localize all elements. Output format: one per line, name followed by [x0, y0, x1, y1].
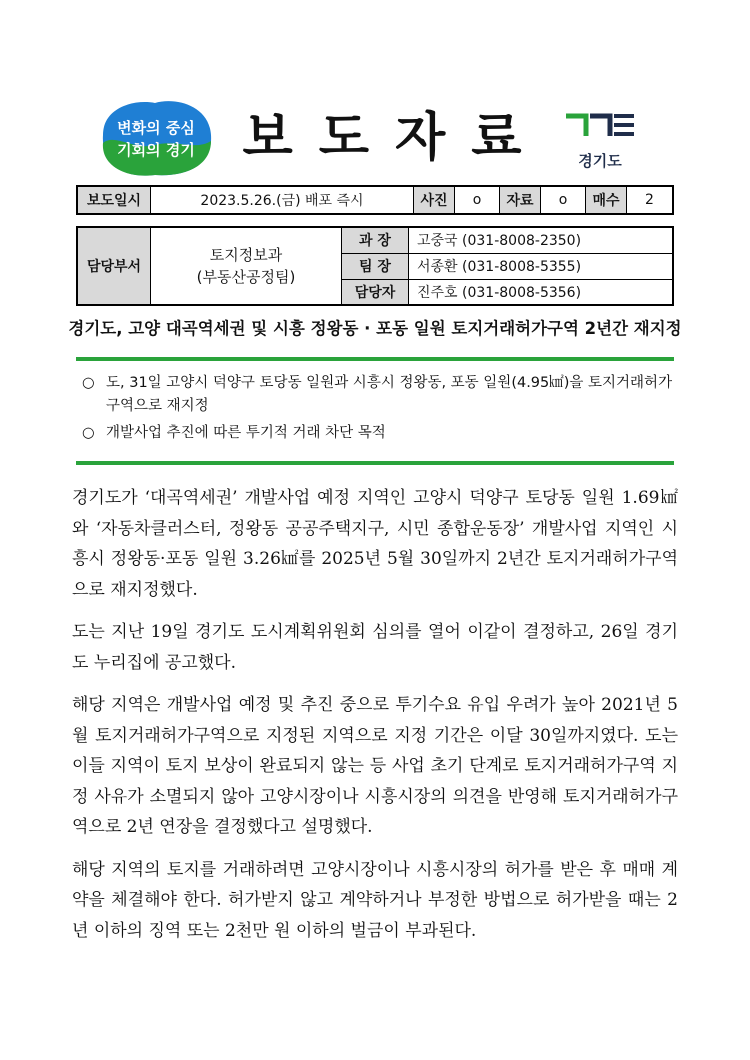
role-label: 담당자 — [342, 279, 409, 305]
circle-bullet-icon: ○ — [82, 425, 95, 441]
page-title: 보도자료 — [242, 107, 548, 168]
paragraph: 해당 지역은 개발사업 예정 및 추진 중으로 투기수요 유입 우려가 높아 2021년 5월 토지거래허가구역으로 지정된 지역으로 지정 기간은 이달 30일까지였다. 도는 이들 지역이 토지 보상이 완료되지 않는 등 사업 초기 단계로 토지거래허가구역 지정 사유가 소멸되지 않아 고양시장이나 시흥시장의 의견을 반영해 토지거래허가구역으로 2년 연장을 결정했다고 설명했다. — [72, 695, 678, 837]
gyeonggi-mark-icon — [564, 112, 636, 140]
photo-value: o — [455, 186, 500, 214]
material-value: o — [541, 186, 586, 214]
role-label: 팀 장 — [342, 253, 409, 279]
contact-value: 서종환 (031-8008-5355) — [409, 253, 674, 279]
bullet-text: 도, 31일 고양시 덕양구 토당동 일원과 시흥시 정왕동, 포동 일원(4.95㎢)을 토지거래허가구역으로 재지정 — [106, 375, 673, 414]
divider-bottom — [76, 461, 674, 465]
paragraph: 도는 지난 19일 경기도 도시계획위원회 심의를 열어 이같이 결정하고, 26일 경기도 누리집에 공고했다. — [72, 622, 678, 673]
list-item — [82, 372, 674, 418]
slogan-line2: 기회의 경기 — [117, 141, 195, 159]
material-label: 자료 — [500, 186, 541, 214]
gyeonggi-logo — [560, 112, 640, 172]
photo-label: 사진 — [414, 186, 455, 214]
release-info-table — [76, 185, 674, 215]
release-value: 2023.5.26.(금) 배포 즉시 — [151, 186, 414, 214]
release-label: 보도일시 — [77, 186, 151, 214]
list-item — [82, 422, 674, 445]
paragraph: 경기도가 ‘대곡역세권’ 개발사업 예정 지역인 고양시 덕양구 토당동 일원 1.69㎢와 ‘자동차클러스터, 정왕동 공공주택지구, 시민 종합운동장’ 개발사업 지역인 시흥시 정왕동·포동 일원 3.26㎢를 2025년 5월 30일까지 2년간 토지거래허가구역으로 재지정했다. — [72, 488, 678, 600]
dept-label: 담당부서 — [77, 227, 151, 305]
contact-value: 고중국 (031-8008-2350) — [409, 227, 674, 253]
bullet-text: 개발사업 추진에 따른 투기적 거래 차단 목적 — [106, 425, 386, 441]
slogan-emblem — [95, 95, 217, 181]
contact-value: 진주호 (031-8008-5356) — [409, 279, 674, 305]
dept-name-line1: 토지정보과 — [209, 246, 283, 264]
slogan-line1: 변화의 중심 — [117, 119, 195, 137]
role-label: 과 장 — [342, 227, 409, 253]
dept-name-line2: (부동산공정팀) — [196, 268, 296, 286]
article-body — [72, 483, 678, 958]
contact-table — [76, 226, 674, 306]
circle-bullet-icon: ○ — [82, 375, 95, 391]
headline: 경기도, 고양 대곡역세권 및 시흥 정왕동 · 포동 일원 토지거래허가구역 2년간 재지정 — [68, 319, 682, 338]
divider-top — [76, 357, 674, 361]
paragraph: 해당 지역의 토지를 거래하려면 고양시장이나 시흥시장의 허가를 받은 후 매매 계약을 체결해야 한다. 허가받지 않고 계약하거나 부정한 방법으로 허가받을 때는 2년 이하의 징역 또는 2천만 원 이하의 벌금이 부과된다. — [72, 859, 678, 941]
pages-value: 2 — [627, 186, 674, 214]
summary-bullets — [82, 372, 674, 445]
dept-name — [151, 227, 342, 305]
slogan-shape-icon — [95, 95, 217, 181]
logo-name: 경기도 — [578, 152, 622, 170]
pages-label: 매수 — [586, 186, 627, 214]
